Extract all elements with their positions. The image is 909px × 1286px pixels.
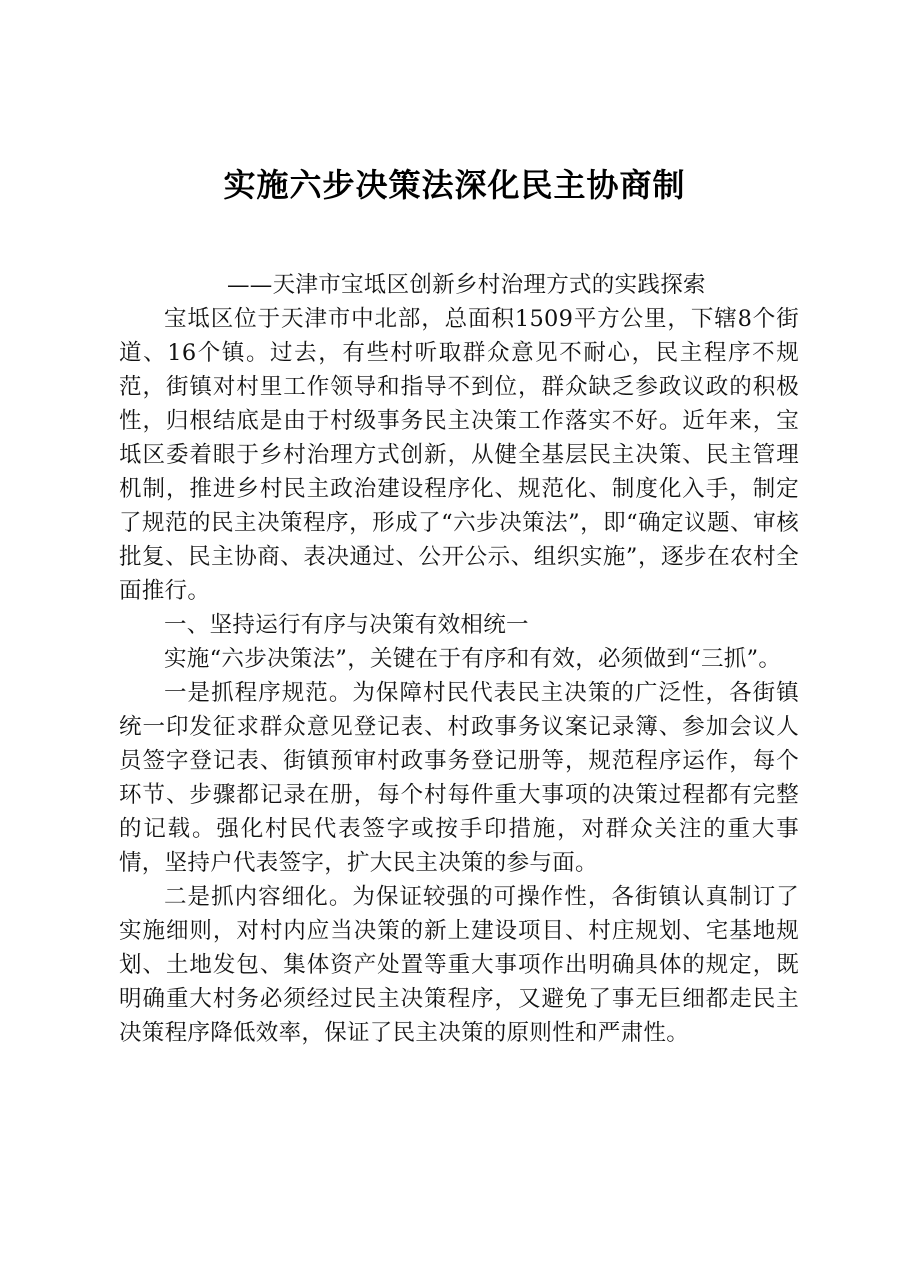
- section-heading-1: 一、坚持运行有序与决策有效相统一: [164, 612, 529, 638]
- document-title: 实施六步决策法深化民主协商制: [223, 166, 686, 204]
- paragraph-procedure: 一是抓程序规范。为保障村民代表民主决策的广泛性，各街镇统一印发征求群众意见登记表、村政事务议案记录簿、参加会议人员签字登记表、街镇预审村政事务登记册等，规范程序运作，每个环节、步骤都记录在册，每个村每件重大事项的决策过程都有完整的记载。强化村民代表签字或按手印措施，对群众关注的重大事情，坚持户代表签字，扩大民主决策的参与面。: [119, 680, 799, 876]
- document-subtitle: ——天津市宝坻区创新乡村治理方式的实践探索: [227, 272, 706, 298]
- document-body: [119, 268, 799, 1050]
- paragraph-three-grasps: 实施“六步决策法”，关键在于有序和有效，必须做到“三抓”。: [164, 646, 782, 672]
- paragraph-content: 二是抓内容细化。为保证较强的可操作性，各街镇认真制订了实施细则，对村内应当决策的新上建设项目、村庄规划、宅基地规划、土地发包、集体资产处置等重大事项作出明确具体的规定，既明确重大村务必须经过民主决策程序，又避免了事无巨细都走民主决策程序降低效率，保证了民主决策的原则性和严肃性。: [119, 884, 799, 1046]
- paragraph-intro: 宝坻区位于天津市中北部，总面积1509平方公里，下辖8个街道、16个镇。过去，有些村听取群众意见不耐心，民主程序不规范，街镇对村里工作领导和指导不到位，群众缺乏参政议政的积极性，归根结底是由于村级事务民主决策工作落实不好。近年来，宝坻区委着眼于乡村治理方式创新，从健全基层民主决策、民主管理机制，推进乡村民主政治建设程序化、规范化、制度化入手，制定了规范的民主决策程序，形成了“六步决策法”，即“确定议题、审核批复、民主协商、表决通过、公开公示、组织实施”，逐步在农村全面推行。: [119, 306, 799, 604]
